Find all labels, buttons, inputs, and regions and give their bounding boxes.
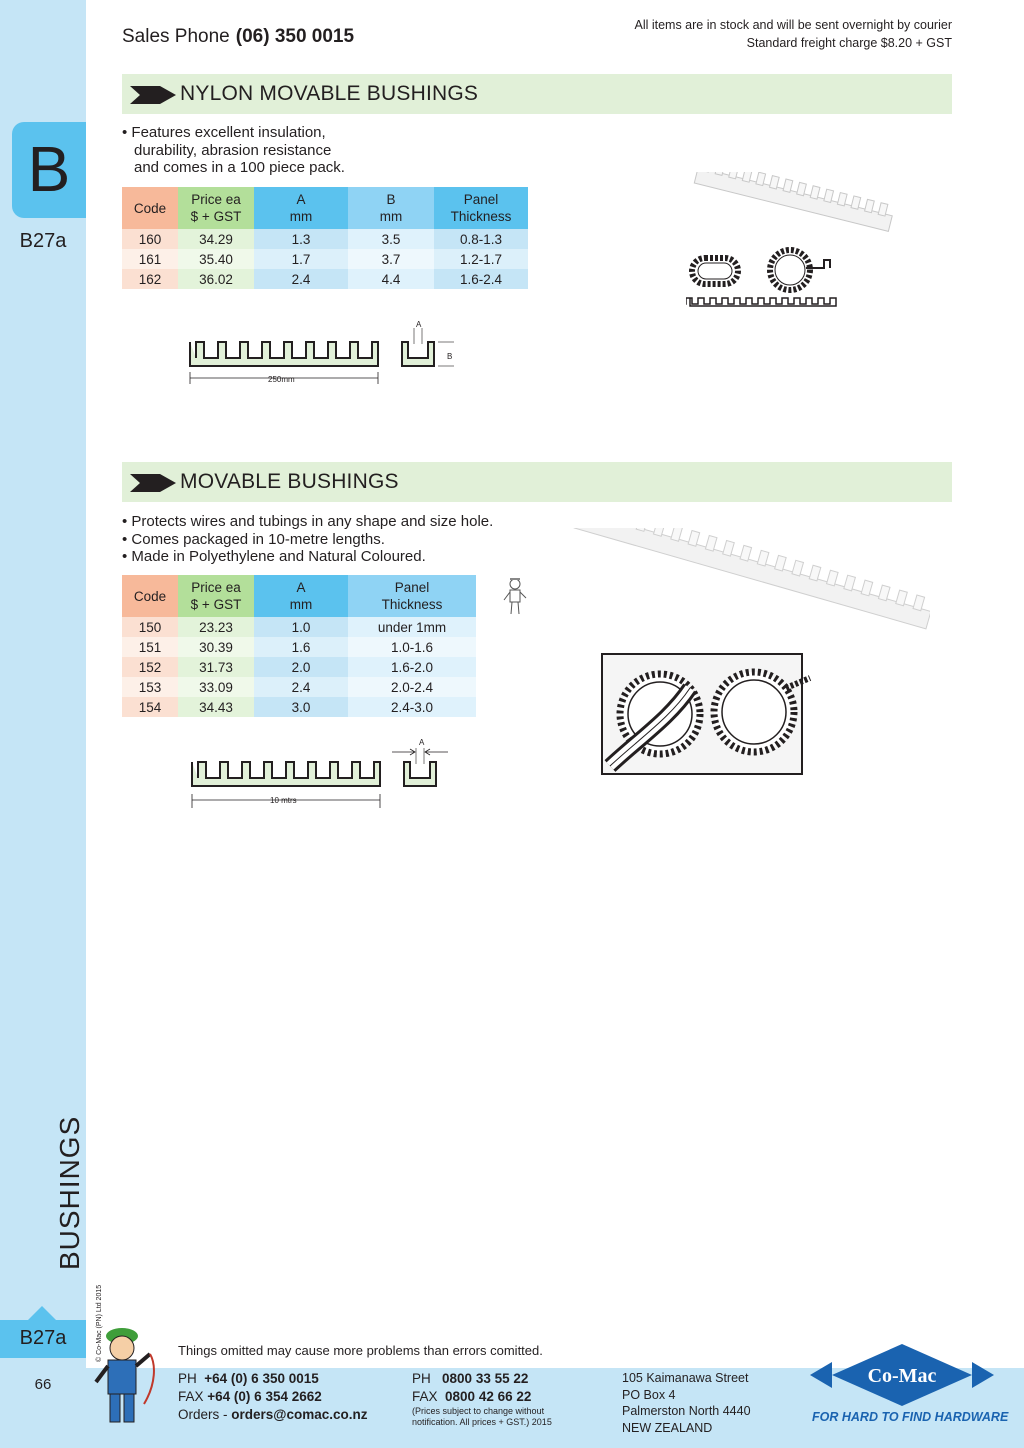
- section-movable-description: [122, 513, 493, 566]
- bullet-line: durability, abrasion resistance: [134, 141, 332, 159]
- footer-freephone: PH 0800 33 55 22 FAX 0800 42 66 22 (Prices subject to change without notification. All prices + GST.) 2015: [412, 1371, 552, 1427]
- comac-logo: [810, 1344, 994, 1406]
- length-label: 250mm: [268, 375, 295, 384]
- bottom-code-tab: [0, 1320, 86, 1358]
- side-category-title: BUSHINGS: [54, 1115, 85, 1270]
- phone-number: +64 (0) 6 350 0015: [204, 1371, 319, 1386]
- orders-email[interactable]: orders@comac.co.nz: [231, 1407, 368, 1422]
- bullet-line: • Made in Polyethylene and Natural Coloured.: [122, 548, 426, 565]
- table-row: 160 34.29 1.3 3.5 0.8-1.3: [122, 229, 528, 249]
- length-label: 10 mtrs: [270, 796, 297, 805]
- section-title: MOVABLE BUSHINGS: [180, 470, 399, 493]
- section-title: NYLON MOVABLE BUSHINGS: [180, 82, 479, 105]
- nylon-spec-table: [122, 187, 528, 289]
- bullet-line: • Features excellent insulation,: [122, 124, 326, 141]
- tagline: FOR HARD TO FIND HARDWARE: [812, 1410, 1009, 1424]
- table-row: 153 33.09 2.4 2.0-2.4: [122, 677, 476, 697]
- stock-line-1: All items are in stock and will be sent overnight by courier: [634, 18, 952, 32]
- stock-line-2: Standard freight charge $8.20 + GST: [746, 36, 952, 50]
- stock-notice: [634, 16, 952, 52]
- col-a: A mm: [254, 575, 348, 617]
- table-row: 154 34.43 3.0 2.4-3.0: [122, 697, 476, 717]
- copyright: © Co-Mac (PN) Ltd 2015: [96, 1284, 103, 1362]
- col-code: Code: [122, 187, 178, 229]
- table-header: [122, 187, 528, 229]
- table-row: 162 36.02 2.4 4.4 1.6-2.4: [122, 269, 528, 289]
- movable-bushing-illustration: [560, 528, 930, 790]
- logo-text: Co-Mac: [867, 1365, 937, 1387]
- col-panel: Panel Thickness: [348, 575, 476, 617]
- mascot-icon: [90, 1324, 160, 1428]
- section-letter-tab: [12, 122, 86, 218]
- table-row: 150 23.23 1.0 under 1mm: [122, 617, 476, 637]
- bullet-line: and comes in a 100 piece pack.: [134, 159, 345, 176]
- section-nylon-header: [122, 74, 952, 114]
- price-note-1: (Prices subject to change without: [412, 1406, 545, 1416]
- arrow-icon: [130, 86, 176, 104]
- sales-label: Sales Phone: [122, 26, 230, 47]
- side-page-code: B27a: [19, 230, 67, 252]
- sales-phone-number: (06) 350 0015: [235, 26, 355, 47]
- section-letter: B: [27, 133, 71, 205]
- sales-phone: [122, 26, 354, 48]
- arrow-icon: [130, 474, 176, 492]
- footer-contact: PH +64 (0) 6 350 0015 FAX +64 (0) 6 354 2662 Orders - orders@comac.co.nz: [178, 1371, 368, 1422]
- movable-spec-table: [122, 575, 476, 717]
- freefax-number: 0800 42 66 22: [445, 1389, 532, 1404]
- col-price: Price ea $ + GST: [178, 575, 254, 617]
- footer-address: 105 Kaimanawa Street PO Box 4 Palmerston North 4440 NEW ZEALAND: [622, 1371, 751, 1435]
- table-row: 151 30.39 1.6 1.0-1.6: [122, 637, 476, 657]
- table-row: 152 31.73 2.0 1.6-2.0: [122, 657, 476, 677]
- section-movable-header: [122, 462, 952, 502]
- col-price: Price ea $ + GST: [178, 187, 254, 229]
- freephone-number: 0800 33 55 22: [442, 1371, 529, 1386]
- col-code: Code: [122, 575, 178, 617]
- bullet-line: • Comes packaged in 10-metre lengths.: [122, 530, 385, 548]
- page-number: 66: [34, 1376, 52, 1393]
- dimension-a-label: A: [416, 320, 422, 329]
- bottom-code: B27a: [19, 1327, 67, 1349]
- mascot-small-icon: [502, 576, 528, 616]
- section-nylon-description: [122, 124, 345, 177]
- dimension-a-label: A: [419, 738, 425, 747]
- table-row: 161 35.40 1.7 3.7 1.2-1.7: [122, 249, 528, 269]
- nylon-profile-diagram: [186, 318, 466, 390]
- fax-number: +64 (0) 6 354 2662: [207, 1389, 322, 1404]
- col-a: A mm: [254, 187, 348, 229]
- movable-profile-diagram: [186, 738, 456, 812]
- col-b: B mm: [348, 187, 434, 229]
- nylon-bushing-illustration: [686, 172, 898, 320]
- table-header: [122, 575, 476, 617]
- bullet-line: • Protects wires and tubings in any shape and size hole.: [122, 513, 494, 530]
- dimension-b-label: B: [447, 352, 453, 361]
- price-note-2: notification. All prices + GST.) 2015: [412, 1417, 552, 1427]
- col-panel: Panel Thickness: [434, 187, 528, 229]
- footer-quote: Things omitted may cause more problems than errors comitted.: [178, 1343, 543, 1358]
